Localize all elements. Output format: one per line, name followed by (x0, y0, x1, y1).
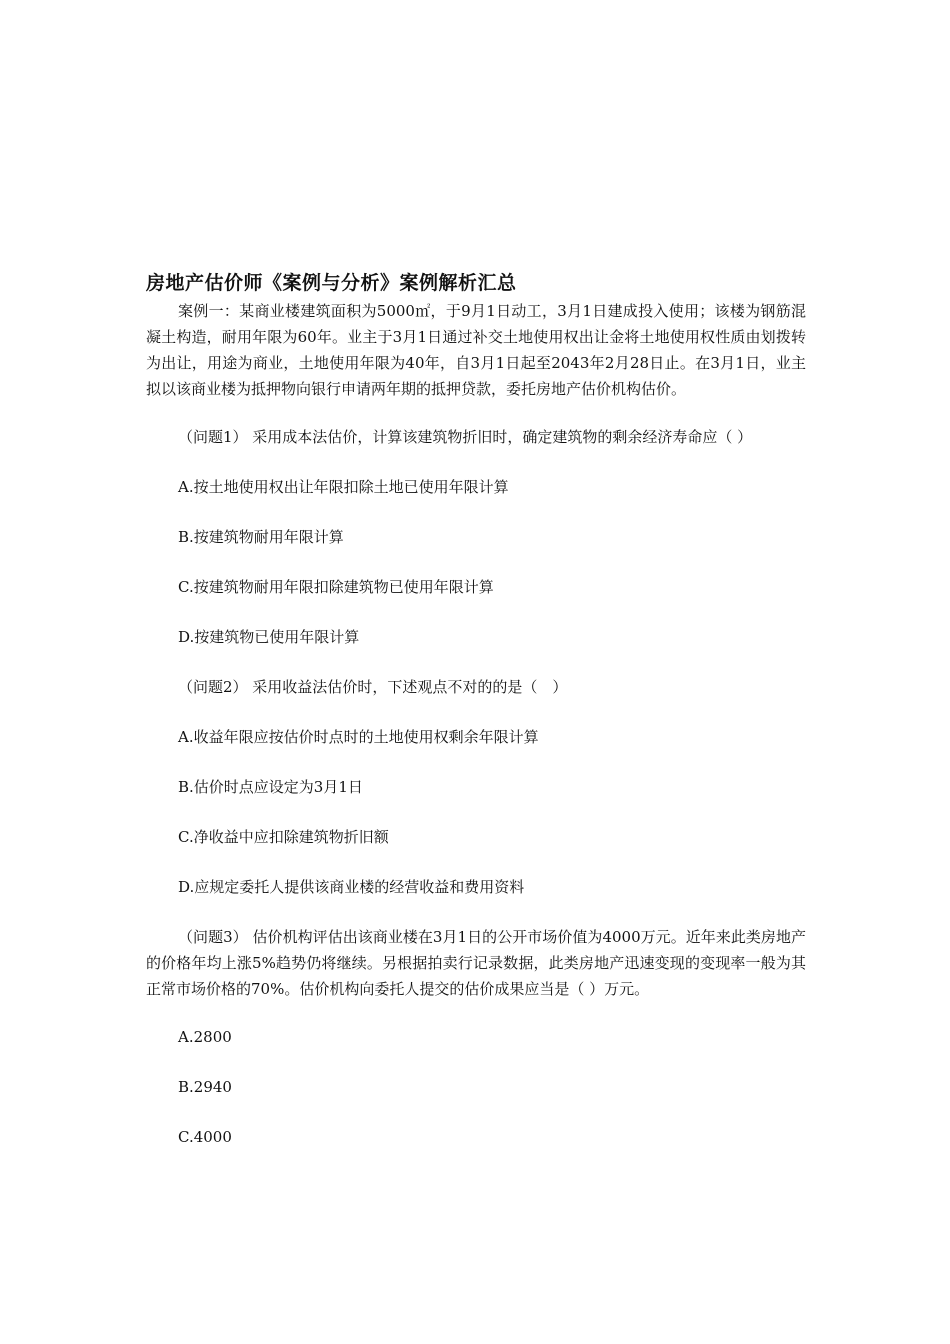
question-2-option-b: B.估价时点应设定为3月1日 (178, 778, 363, 796)
case-intro-paragraph: 案例一：某商业楼建筑面积为5000㎡，于9月1日动工，3月1日建成投入使用；该楼为钢筋混凝土构造，耐用年限为60年。业主于3月1日通过补交土地使用权出让金将土地使用权性质由划拨转为出让，用途为商业，土地使用年限为40年，自3月1日起至2043年2月28日止。在3月1日，业主拟以该商业楼为抵押物向银行申请两年期的抵押贷款，委托房地产估价机构估价。 (146, 302, 806, 398)
question-3-option-c: C.4000 (178, 1128, 232, 1146)
question-3-option-b: B.2940 (178, 1078, 232, 1096)
question-2 (146, 674, 806, 900)
question-1 (146, 424, 806, 650)
document-title: 房地产估价师《案例与分析》案例解析汇总 (146, 272, 517, 294)
question-3-option-a: A.2800 (178, 1028, 232, 1046)
document-page (146, 268, 806, 1150)
question-1-option-b: B.按建筑物耐用年限计算 (178, 528, 344, 546)
question-3-stem: （问题3） 估价机构评估出该商业楼在3月1日的公开市场价值为4000万元。近年来此类房地产的价格年均上涨5%趋势仍将继续。另根据拍卖行记录数据，此类房地产迅速变现的变现率一般为其正常市场价格的70%。估价机构向委托人提交的估价成果应当是（ ）万元。 (146, 928, 806, 998)
question-2-option-a: A.收益年限应按估价时点时的土地使用权剩余年限计算 (178, 728, 539, 746)
question-2-option-d: D.应规定委托人提供该商业楼的经营收益和费用资料 (178, 878, 525, 896)
question-1-option-d: D.按建筑物已使用年限计算 (178, 628, 360, 646)
question-3 (146, 924, 806, 1150)
question-2-option-c: C.净收益中应扣除建筑物折旧额 (178, 828, 389, 846)
question-1-option-a: A.按土地使用权出让年限扣除土地已使用年限计算 (178, 478, 509, 496)
question-1-stem: （问题1） 采用成本法估价，计算该建筑物折旧时，确定建筑物的剩余经济寿命应（ ） (178, 428, 753, 446)
question-1-option-c: C.按建筑物耐用年限扣除建筑物已使用年限计算 (178, 578, 494, 596)
question-2-stem: （问题2） 采用收益法估价时，下述观点不对的的是（ ） (178, 678, 568, 696)
